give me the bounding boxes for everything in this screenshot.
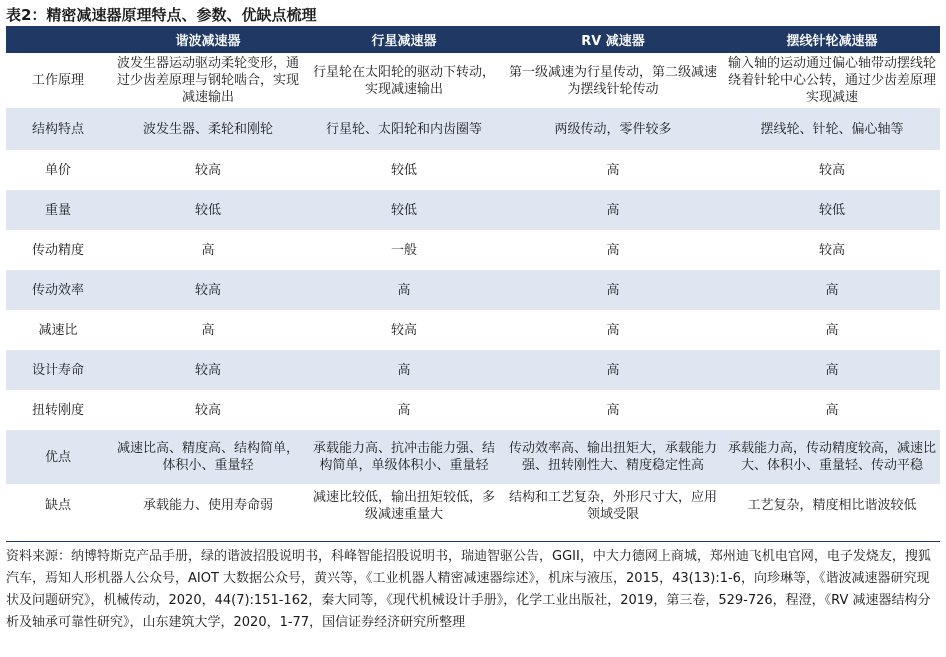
table-cell: 较高 <box>390 322 417 338</box>
table-row <box>6 150 940 190</box>
table-cell: 传动效率高、输出扭矩大，承载能力强、扭转刚性大、精度稳定性高 <box>502 430 724 484</box>
column-header-cycloidal: 摆线针轮减速器 <box>724 26 940 53</box>
table-cell: 高 <box>397 402 411 418</box>
table-cell: 承载能力高、抗冲击能力强、结构简单，单级体积小、重量轻 <box>306 430 502 484</box>
table-cell: 较低 <box>724 190 940 230</box>
row-label: 优点 <box>6 430 110 484</box>
row-label: 结构特点 <box>6 108 110 150</box>
table-row <box>6 310 940 350</box>
column-header-blank <box>6 26 110 53</box>
row-label: 工作原理 <box>31 73 84 88</box>
table-row <box>6 430 940 484</box>
row-label: 扭转刚度 <box>31 402 84 418</box>
table-cell: 较低 <box>306 190 502 230</box>
table-row <box>6 390 940 430</box>
table-title: 表2：精密减速器原理特点、参数、优缺点梳理 <box>6 6 317 24</box>
table-cell: 输入轴的运动通过偏心轴带动摆线轮绕着针轮中心公转，通过少齿差原理实现减速 <box>727 56 936 105</box>
table-cell: 高 <box>606 402 620 418</box>
column-header-rv: RV 减速器 <box>502 26 724 53</box>
table-cell: 摆线轮、针轮、偏心轴等 <box>724 108 940 150</box>
table-row <box>6 53 940 108</box>
table-cell: 第一级减速为行星传动，第二级减速为摆线针轮传动 <box>508 64 717 97</box>
table-cell: 行星轮在太阳轮的驱动下转动，实现减速输出 <box>312 64 495 97</box>
table-cell: 较高 <box>110 350 306 390</box>
comparison-table <box>6 26 940 527</box>
source-note: 资料来源：纳博特斯克产品手册，绿的谐波招股说明书，科峰智能招股说明书，瑞迪智驱公告，GGII，中大力德网上商城，郑州迪飞机电官网，电子发烧友，搜狐汽车，焉知人形机器人公众号，AIOT 大数据公众号，黄兴等，《工业机器人精密减速器综述》，机床与液压，2015，43(13):1-6，向珍琳等，《谐波减速器研究现状及问题研究》，机械传动，2020，44(7):151-162，秦大同等，《现代机械设计手册》，化学工业出版社，2019，第三卷，529-726，程澄，《RV 减速器结构分析及轴承可靠性研究》，山东建筑大学，2020，1-77，国信证券经济研究所整理 <box>6 549 931 630</box>
table-cell: 行星轮、太阳轮和内齿圈等 <box>306 108 502 150</box>
row-label: 传动精度 <box>31 242 84 258</box>
column-header-planetary: 行星减速器 <box>306 26 502 53</box>
table-cell: 高 <box>606 242 620 258</box>
column-header-harmonic: 谐波减速器 <box>110 26 306 53</box>
table-cell: 波发生器、柔轮和刚轮 <box>110 108 306 150</box>
table-cell: 工艺复杂，精度相比谐波较低 <box>747 498 917 513</box>
table-cell: 高 <box>201 242 215 258</box>
table-row <box>6 270 940 310</box>
table-cell: 高 <box>502 350 724 390</box>
table-cell: 高 <box>825 402 839 418</box>
table-cell: 承载能力高，传动精度较高，减速比大、体积小、重量轻、传动平稳 <box>724 430 940 484</box>
table-cell: 较高 <box>194 402 221 418</box>
row-label: 单价 <box>44 162 71 178</box>
table-cell: 减速比较低，输出扭矩较低，多级减速重量大 <box>312 489 495 522</box>
table-cell: 高 <box>606 322 620 338</box>
table-cell: 高 <box>201 322 215 338</box>
table-row <box>6 230 940 270</box>
row-label: 传动效率 <box>6 270 110 310</box>
table-row <box>6 190 940 230</box>
table-row <box>6 350 940 390</box>
row-label: 减速比 <box>38 322 78 338</box>
table-cell: 较低 <box>390 162 417 178</box>
table-cell: 高 <box>825 322 839 338</box>
table-cell: 两级传动，零件较多 <box>502 108 724 150</box>
table-cell: 较高 <box>110 270 306 310</box>
table-cell: 较低 <box>110 190 306 230</box>
table-cell: 较高 <box>194 162 221 178</box>
table-row <box>6 108 940 150</box>
table-cell: 高 <box>306 270 502 310</box>
table-row <box>6 484 940 527</box>
table-cell: 高 <box>502 270 724 310</box>
row-label: 重量 <box>6 190 110 230</box>
table-cell: 高 <box>724 350 940 390</box>
table-cell: 高 <box>502 190 724 230</box>
table-cell: 承载能力、使用寿命弱 <box>142 498 273 513</box>
table-cell: 高 <box>724 270 940 310</box>
table-cell: 高 <box>306 350 502 390</box>
table-cell: 结构和工艺复杂，外形尺寸大，应用领域受限 <box>508 489 717 522</box>
table-bottom-rule <box>6 541 940 542</box>
table-cell: 较高 <box>818 162 845 178</box>
table-cell: 减速比高、精度高、结构简单，体积小、重量轻 <box>110 430 306 484</box>
table-cell: 波发生器运动驱动柔轮变形，通过少齿差原理与钢轮啮合，实现减速输出 <box>116 56 299 105</box>
table-cell: 一般 <box>390 242 417 258</box>
table-cell: 高 <box>606 162 620 178</box>
row-label: 缺点 <box>44 498 71 513</box>
row-label: 设计寿命 <box>6 350 110 390</box>
table-cell: 较高 <box>818 242 845 258</box>
table-header-row <box>6 26 940 53</box>
